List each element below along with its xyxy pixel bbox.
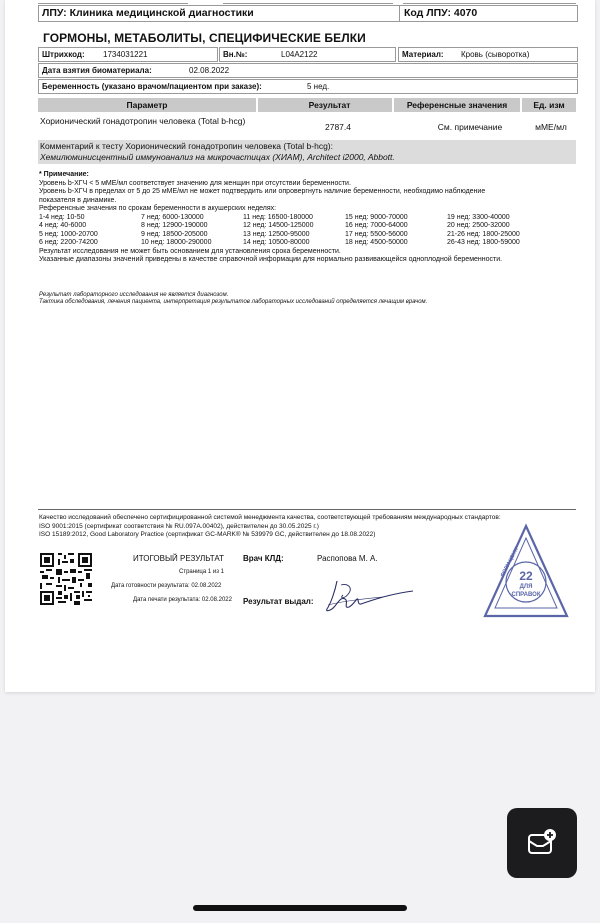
comment-line-1: Комментарий к тесту Хорионический гонадотропин человека (Total b-hcg): (40, 141, 333, 151)
week-range: 13 нед: 12500-95000 (243, 230, 310, 238)
week-range: 17 нед: 5500-56000 (345, 230, 408, 238)
stamp-text-bottom: СПРАВОК (511, 592, 541, 598)
notes-line: Уровень b-ХГЧ в пределах от 5 до 25 мМЕ/мл не может подтвердить или опровергнуть наличие беременности, необходимо наблюдение (39, 188, 486, 195)
compose-message-icon (527, 828, 557, 858)
header-result: Результат (308, 100, 351, 110)
home-indicator[interactable] (193, 905, 407, 911)
week-range: 6 нед: 2200-74200 (39, 239, 98, 246)
material-value: Кровь (сыворотка) (461, 50, 530, 59)
week-range: 7 нед: 6000-130000 (141, 213, 204, 221)
pregnancy-value: 5 нед. (307, 82, 330, 91)
header-reference: Референсные значения (406, 100, 508, 110)
issued-by-label: Результат выдал: (243, 597, 314, 606)
quality-line: ISO 15189:2012, Good Laboratory Practice (сертификат GC-MARK® № 539979 GC, действителен до 18.08.2022) (39, 531, 376, 538)
test-comment (38, 140, 576, 164)
print-date: Дата печати результата: 02.08.2022 (133, 597, 232, 603)
row-reference: См. примечание (437, 122, 503, 132)
notes-block (39, 171, 579, 265)
notes-line: Референсные значения по срокам беременности в акушерских неделях: (39, 205, 277, 212)
stamp-text-mid: ДЛЯ (519, 584, 533, 590)
week-range: 19 нед: 3300-40000 (447, 213, 510, 221)
lab-report-page (5, 0, 595, 692)
material-box (398, 47, 578, 62)
lpu-code: Код ЛПУ: 4070 (404, 7, 478, 19)
week-range: 1-4 нед: 10-50 (39, 213, 85, 221)
notes-line: Указанные диапазоны значений приведены в качестве справочной информации для нормально развивающейся одноплодной беременности. (39, 256, 503, 263)
week-range: 10 нед: 18000-290000 (141, 239, 212, 246)
week-range: 21-26 нед: 1800-25000 (447, 230, 520, 238)
results-table-header (38, 98, 576, 112)
week-range: 4 нед: 40-6000 (39, 222, 87, 229)
barcode-box (38, 47, 218, 62)
table-row (38, 114, 576, 140)
quality-line: Качество исследований обеспечено сертифицированной системой менеджмента качества, соответствующей требованиям международных стандартов: (39, 514, 501, 521)
stamp-number: 22 (519, 569, 533, 583)
final-result-label: ИТОГОВЫЙ РЕЗУЛЬТАТ (133, 554, 224, 563)
row-unit: мМЕ/мл (535, 122, 567, 132)
doctor-label: Врач КЛД: (243, 554, 284, 563)
header-parameter: Параметр (126, 100, 168, 110)
notes-line: показателя в динамике. (39, 196, 117, 204)
barcode-value: 1734031221 (103, 50, 148, 59)
material-label: Материал: (402, 50, 444, 59)
quality-line: ISO 9001:2015 (сертификат соответствия № RU.097A.00402), действителен до 30.05.2025 г.) (39, 522, 319, 530)
week-range: 26-43 нед: 1800-59000 (447, 239, 520, 246)
collection-date-label: Дата взятия биоматериала: (42, 66, 152, 75)
notes-line: Уровень b-ХГЧ < 5 мМЕ/мл соответствует значению для женщин при отсутствии беременности. (39, 179, 351, 187)
vn-label: Вн.№: (223, 50, 248, 59)
row-parameter: Хорионический гонадотропин человека (Total b-hcg) (40, 116, 246, 126)
disclaimer-line: Тактика обследования, лечения пациента, интерпретация результатов лабораторных исследований определяется лечащим врачом. (39, 299, 428, 305)
lpu-name: ЛПУ: Клиника медицинской диагностики (42, 7, 254, 19)
collection-date-value: 02.08.2022 (189, 66, 230, 75)
disclaimer-line: Результат лабораторного исследования не является диагнозом. (39, 292, 229, 298)
weeks-grid (39, 214, 579, 256)
section-title: ГОРМОНЫ, МЕТАБОЛИТЫ, СПЕЦИФИЧЕСКИЕ БЕЛКИ (43, 31, 366, 45)
week-range: 18 нед: 4500-50000 (345, 239, 408, 246)
doctor-name: Распопова М. А. (317, 554, 378, 563)
signature-icon (323, 575, 418, 617)
lpu-header-row (38, 5, 578, 22)
notes-title: * Примечание: (39, 171, 89, 178)
laboratory-stamp (483, 522, 569, 622)
header-unit: Ед. изм (533, 100, 565, 110)
week-range: 15 нед: 9000-70000 (345, 213, 408, 221)
week-range: 8 нед: 12900-190000 (141, 222, 208, 229)
vn-box (219, 47, 396, 62)
collection-date-box (38, 63, 578, 78)
week-range: 5 нед: 1000-20700 (39, 230, 98, 238)
new-message-button[interactable] (507, 808, 577, 878)
vn-value: L04A2122 (281, 50, 318, 59)
divider (399, 6, 400, 21)
qr-code-icon (40, 553, 92, 605)
week-range: 16 нед: 7000-64000 (345, 222, 408, 229)
notes-line: Результат исследования не может быть основанием для установления срока беременности. (39, 247, 341, 255)
pregnancy-box (38, 79, 578, 94)
ready-date: Дата готовности результата: 02.08.2022 (111, 583, 222, 589)
week-range: 14 нед: 10500-80000 (243, 239, 310, 246)
disclaimer (39, 292, 579, 306)
divider (38, 509, 576, 510)
week-range: 11 нед: 16500-180000 (243, 213, 313, 221)
pregnancy-label: Беременность (указано врачом/пациентом при заказе): (42, 82, 262, 91)
comment-line-2: Хемилюминисцентный иммуноанализ на микрочастицах (ХИАМ), Architect i2000, Abbott. (40, 152, 395, 162)
week-range: 9 нед: 18500-205000 (141, 230, 208, 238)
cut-off-top-row (38, 0, 576, 3)
row-result: 2787.4 (325, 122, 351, 132)
barcode-label: Штрихкод: (42, 50, 85, 59)
week-range: 12 нед: 14500-125000 (243, 222, 314, 229)
stamp-text-top: ФОРМ ЦЕНТР (499, 545, 521, 578)
week-range: 20 нед: 2500-32000 (447, 222, 510, 229)
page-info: Страница 1 из 1 (179, 569, 224, 575)
